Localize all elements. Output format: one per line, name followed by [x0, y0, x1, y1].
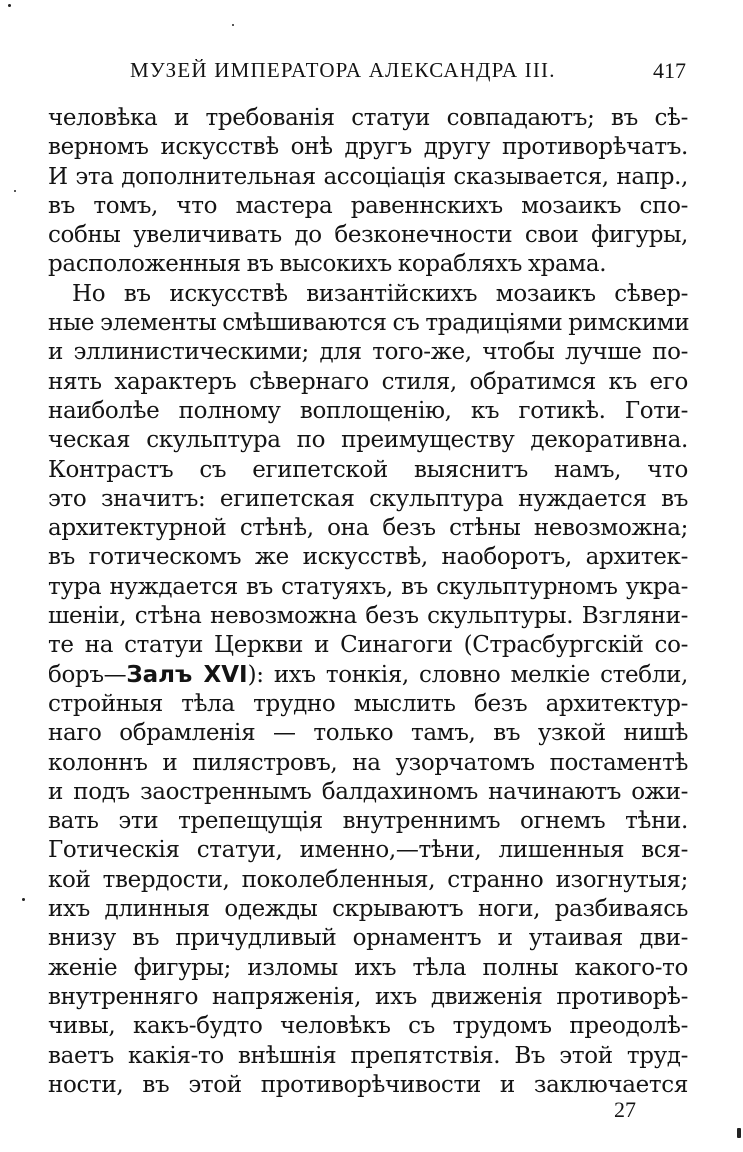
- paragraph-first-line: Но въ искусствѣ византійскихъ мозаикъ сѣвер-: [72, 280, 688, 307]
- text-line: расположенныя въ высокихъ корабляхъ храма.: [48, 251, 607, 278]
- hall-reference: Залъ XVI: [126, 661, 248, 688]
- text-line: внутренняго напряженія, ихъ движенія противорѣ-: [48, 983, 688, 1010]
- text-line: Готическія статуи, именно,—тѣни, лишенныя вся-: [48, 837, 688, 864]
- text-line: архитектурной стѣнѣ, она безъ стѣны невозможна;: [48, 515, 688, 542]
- text-line: это значитъ: египетская скульптура нуждается въ: [48, 485, 688, 512]
- text-line: и эллинистическими; для того-же, чтобы лучше по-: [48, 339, 688, 366]
- page-header: [130, 58, 690, 88]
- text-line: чивы, какъ-будто человѣкъ съ трудомъ преодолѣ-: [48, 1013, 688, 1040]
- text-line: шеніи, стѣна невозможна безъ скульптуры. Взгляни-: [48, 603, 688, 630]
- text-line: ности, въ этой противорѣчивости и заключается: [48, 1071, 688, 1098]
- text-line: те на статуи Церкви и Синагоги (Страсбургскій со-: [48, 632, 688, 659]
- text-line: внизу въ причудливый орнаментъ и утаивая дви-: [48, 925, 688, 952]
- text-line: человѣка и требованія статуи совпадаютъ; въ сѣ-: [48, 105, 688, 131]
- text-line: наиболѣе полному воплощенію, къ готикѣ. Готи-: [48, 397, 688, 424]
- text-line: стройныя тѣла трудно мыслить безъ архитектур-: [48, 690, 688, 717]
- scan-speck: [14, 190, 16, 192]
- text-line: боръ—Залъ XVI): ихъ тонкія, словно мелкіе стебли,: [48, 661, 688, 688]
- scan-speck: [22, 898, 25, 901]
- body-text: [48, 104, 688, 1100]
- scan-speck: [8, 4, 11, 7]
- text-line: нять характеръ сѣвернаго стиля, обратимся къ его: [48, 368, 688, 395]
- text-line: наго обрамленія — только тамъ, въ узкой нишѣ: [48, 720, 688, 747]
- scan-speck: [232, 24, 234, 26]
- text-line: собны увеличивать до безконечности свои фигуры,: [48, 222, 688, 249]
- text-line: ихъ длинныя одежды скрываютъ ноги, разбиваясь: [48, 896, 688, 923]
- text-line: ваетъ какія-то внѣшнія препятствія. Въ этой труд-: [48, 1042, 688, 1069]
- text-line: тура нуждается въ статуяхъ, въ скульптурномъ укра-: [48, 573, 688, 600]
- text-line: вать эти трепещущія внутреннимъ огнемъ тѣни.: [48, 808, 688, 835]
- signature-mark: 27: [614, 1097, 636, 1122]
- text-line: женіе фигуры; изломы ихъ тѣла полны какого-то: [48, 954, 688, 981]
- text-line: и подъ заостреннымъ балдахиномъ начинаютъ ожи-: [48, 778, 688, 805]
- text-line: кой твердости, поколебленныя, странно изогнутыя;: [48, 866, 688, 893]
- text-line: въ готическомъ же искусствѣ, наоборотъ, архитек-: [48, 544, 688, 571]
- text-line: верномъ искусствѣ онѣ другъ другу противорѣчатъ.: [48, 134, 688, 161]
- text-line: Контрастъ съ египетской выяснитъ намъ, что: [48, 456, 688, 483]
- text-line: колоннъ и пилястровъ, на узорчатомъ постаментѣ: [48, 749, 688, 776]
- scan-speck: [737, 1128, 741, 1138]
- running-title: МУЗЕЙ ИМПЕРАТОРА АЛЕКСАНДРА III.: [130, 58, 556, 82]
- text-line: ные элементы смѣшиваются съ традиціями римскими: [48, 310, 690, 337]
- text-line: ческая скульптура по преимуществу декоративна.: [48, 427, 688, 454]
- page-number: 417: [653, 58, 686, 83]
- text-line: И эта дополнительная ассоціація сказывается, напр.,: [48, 163, 688, 190]
- text-line: въ томъ, что мастера равеннскихъ мозаикъ спо-: [48, 192, 688, 219]
